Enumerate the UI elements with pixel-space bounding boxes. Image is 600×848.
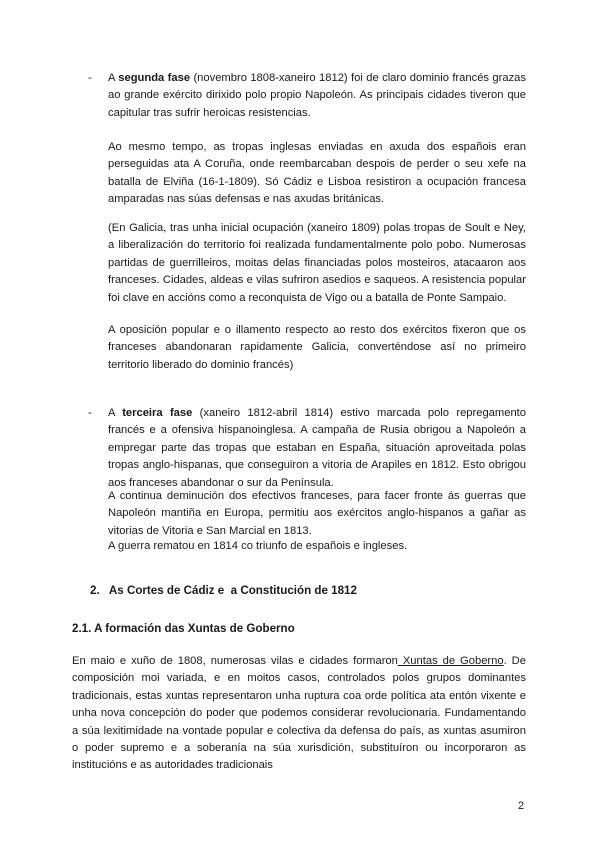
- paragraph-tropas-inglesas: Ao mesmo tempo, as tropas inglesas enviadas en axuda dos españois eran perseguidas ata A Coruña, onde reembarcaban despois de perder o seu xefe na batalla de Elviña (16-1-1809). Só Cádiz e Lisboa resistiron a ocupación francesa amparadas nas súas defensas e nas axudas británicas.: [108, 141, 526, 206]
- paragraph-galicia: (En Galicia, tras unha inicial ocupación (xaneiro 1809) polas tropas de Soult e Ney, a liberalización do territorio foi realizada fundamentalmente polo pobo. Numerosas partidas de guerrilleiros, moitas delas financiadas polos mosteiros, atacaaron aos franceses. Cidades, aldeas e vilas sufriron asedios e saqueos. A resistencia popular foi clave en accións como a reconquista de Vigo ou a batalla de Ponte Sampaio.: [108, 222, 526, 304]
- list-item-terceira-fase: A terceira fase (xaneiro 1812-abril 1814) estivo marcada polo repregamento francés e a ofensiva hispanoinglesa. A campaña de Rusia obrigou a Napoleón a empregar parte das tropas que estaban en España, situación aproveitada polas tropas anglo-hispanas, que conseguiron a vitoria de Arapiles en 1812. Esto obrigou aos franceses abandonar o sur da Península.: [108, 407, 526, 489]
- link-xuntas-de-goberno[interactable]: Xuntas de Goberno: [397, 655, 504, 667]
- bullet-dash: -: [88, 72, 92, 84]
- page-number: 2: [518, 800, 525, 812]
- bullet-dash: -: [88, 407, 92, 419]
- term-segunda-fase: segunda fase: [118, 72, 191, 84]
- list-item-segunda-fase: A segunda fase (novembro 1808-xaneiro 1812) foi de claro dominio francés grazas ao grande exército dirixido polo propio Napoleón. As principais cidades tiveron que capitular tras sufrir heroicas resistencias.: [108, 72, 526, 119]
- term-terceira-fase: terceira fase: [122, 407, 193, 419]
- section-heading-cortes-cadiz: 2. As Cortes de Cádiz e a Constitución de 1812: [90, 584, 357, 597]
- paragraph-oposicion-popular: A oposición popular e o illamento respecto ao resto dos exércitos fixeron que os franceses abandonaran rapidamente Galicia, converténdose así no primeiro territorio liberado do dominio francés): [108, 324, 526, 371]
- subsection-heading-xuntas: 2.1. A formación das Xuntas de Goberno: [72, 622, 295, 635]
- paragraph-xuntas-goberno: En maio e xuño de 1808, numerosas vilas e cidades formaron Xuntas de Goberno. De composición moi variada, e en moitos casos, controlados polos grupos dominantes tradicionais, estas xuntas representaron unha ruptura coa orde política ata entón vixente e unha nova concepción do poder que podemos considerar revolucionaria. Fundamentando a súa lexitimidade na vontade popular e colectiva da defensa do país, as xuntas asumiron o poder supremo e a soberanía na súa xurisdición, substituíron ou incorporaron as institucións e as autoridades tradicionais: [72, 655, 526, 772]
- paragraph-deminucion: A continua deminución dos efectivos franceses, para facer fronte ás guerras que Napoleón mantiña en Europa, permitiu aos exércitos anglo-hispanos a gañar as vitorias de Vitoria e San Marcial en 1813.: [108, 490, 526, 537]
- paragraph-guerra-rematou: A guerra rematou en 1814 co triunfo de españois e ingleses.: [108, 540, 408, 552]
